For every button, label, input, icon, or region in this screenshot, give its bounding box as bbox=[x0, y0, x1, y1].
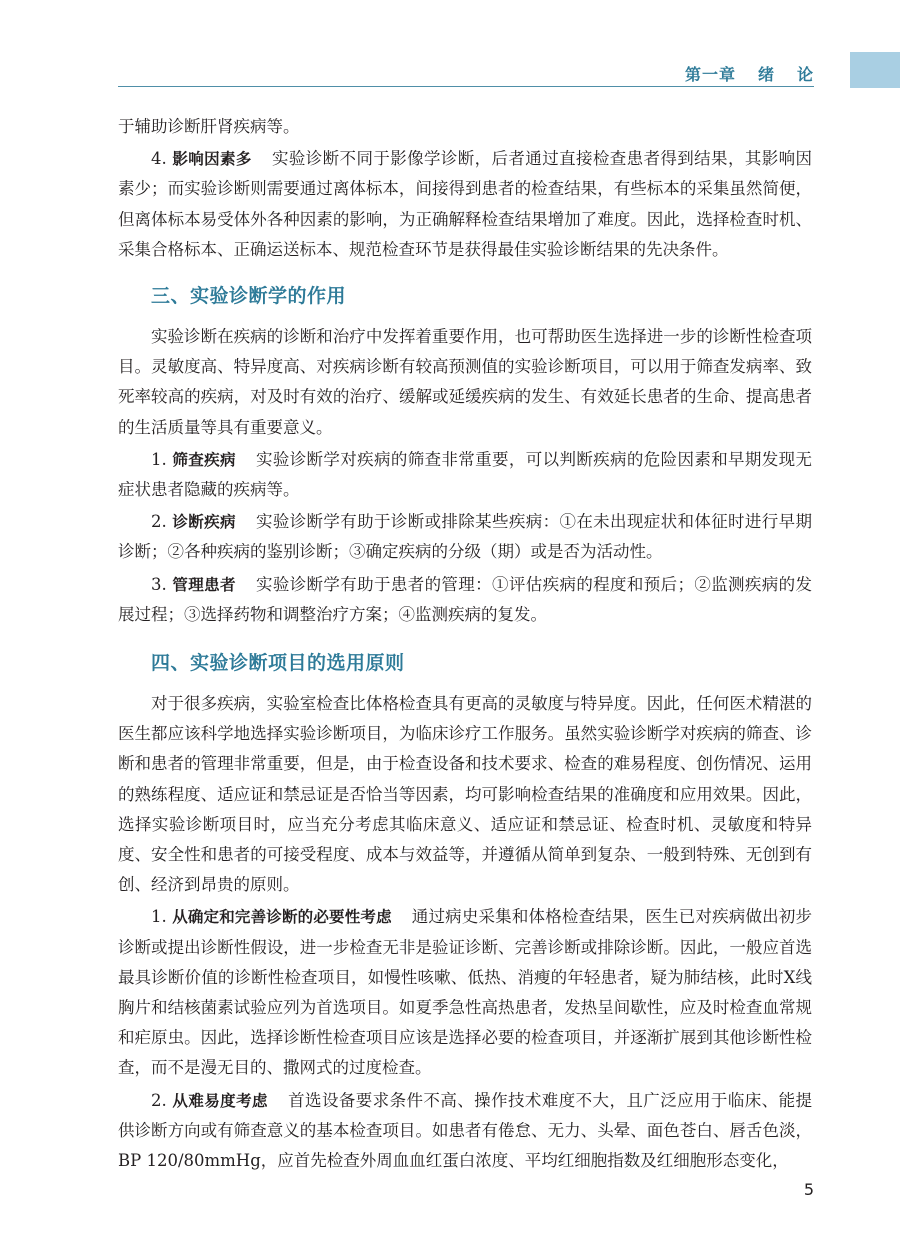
s3-item-3-text: 实验诊断学有助于患者的管理：①评估疾病的程度和预后；②监测疾病的发展过程；③选择药物和调整治疗方案；④监测疾病的复发。 bbox=[118, 574, 812, 624]
s4-item-2-text: 首选设备要求条件不高、操作技术难度不大，且广泛应用于临床、能提供诊断方向或有筛查意义的基本检查项目。如患者有倦怠、无力、头晕、面色苍白、唇舌色淡，BP 120/80mmHg，应首先检查外周血血红蛋白浓度、平均红细胞指数及红细胞形态变化， bbox=[118, 1090, 813, 1171]
s3-item-1-number: 1. bbox=[151, 449, 167, 469]
s3-item-1-paragraph bbox=[118, 445, 812, 505]
page-body bbox=[118, 112, 812, 1176]
header-rule bbox=[118, 86, 814, 87]
chapter-title-part1: 绪 bbox=[757, 65, 775, 84]
s3-item-1-text: 实验诊断学对疾病的筛查非常重要，可以判断疾病的危险因素和早期发现无症状患者隐藏的疾病等。 bbox=[118, 449, 812, 500]
item-4-paragraph bbox=[118, 144, 812, 265]
chapter-label: 第一章 bbox=[684, 65, 736, 84]
s3-item-3-paragraph bbox=[118, 570, 812, 630]
item-4-number: 4. bbox=[151, 149, 167, 169]
s3-item-2-paragraph bbox=[118, 507, 812, 567]
s4-item-1-paragraph bbox=[118, 902, 812, 1083]
chapter-title-part2: 论 bbox=[796, 65, 814, 84]
s4-item-2-paragraph bbox=[118, 1086, 812, 1177]
s4-item-1-text: 通过病史采集和体格检查结果，医生已对疾病做出初步诊断或提出诊断性假设，进一步检查无非是验证诊断、完善诊断或排除诊断。因此，一般应首选最具诊断价值的诊断性检查项目，如慢性咳嗽、低热、消瘦的年轻患者，疑为肺结核，此时X线胸片和结核菌素试验应列为首选项目。如夏季急性高热患者，发热呈间歇性，应及时检查血常规和疟原虫。因此，选择诊断性检查项目应该是选择必要的检查项目，并逐渐扩展到其他诊断性检查，而不是漫无目的、撒网式的过度检查。 bbox=[118, 907, 813, 1078]
s3-item-3-title: 管理患者 bbox=[172, 575, 236, 594]
page-number: 5 bbox=[803, 1180, 814, 1199]
s4-item-2-title: 从难易度考虑 bbox=[172, 1091, 268, 1110]
item-4-text: 实验诊断不同于影像学诊断，后者通过直接检查患者得到结果，其影响因素少；而实验诊断则需要通过离体标本，间接得到患者的检查结果，有些标本的采集虽然简便，但离体标本易受体外各种因素的影响，为正确解释检查结果增加了难度。因此，选择检查时机、采集合格标本、正确运送标本、规范检查环节是获得最佳实验诊断结果的先决条件。 bbox=[118, 149, 812, 259]
s4-item-1-title: 从确定和完善诊断的必要性考虑 bbox=[172, 908, 392, 927]
item-4-title: 影响因素多 bbox=[172, 150, 252, 169]
s3-item-2-text: 实验诊断学有助于诊断或排除某些疾病：①在未出现症状和体征时进行早期诊断；②各种疾病的鉴别诊断；③确定疾病的分级（期）或是否为活动性。 bbox=[118, 512, 812, 562]
s3-item-2-title: 诊断疾病 bbox=[172, 513, 236, 532]
s3-item-3-number: 3. bbox=[151, 574, 167, 594]
section-3-heading: 三、实验诊断学的作用 bbox=[151, 285, 347, 308]
section-3-intro: 实验诊断在疾病的诊断和治疗中发挥着重要作用，也可帮助医生选择进一步的诊断性检查项目。灵敏度高、特异度高、对疾病诊断有较高预测值的实验诊断项目，可以用于筛查发病率、致死率较高的疾病，对及时有效的治疗、缓解或延缓疾病的发生、有效延长患者的生命、提高患者的生活质量等具有重要意义。 bbox=[118, 327, 812, 437]
section-4-heading: 四、实验诊断项目的选用原则 bbox=[151, 652, 405, 675]
running-header bbox=[685, 62, 814, 85]
chapter-tab-marker bbox=[850, 52, 900, 88]
s3-item-2-number: 2. bbox=[151, 512, 167, 532]
s4-item-1-number: 1. bbox=[151, 907, 167, 927]
s3-item-1-title: 筛查疾病 bbox=[172, 450, 236, 469]
s4-item-2-number: 2. bbox=[151, 1090, 167, 1110]
section-4-intro: 对于很多疾病，实验室检查比体格检查具有更高的灵敏度与特异度。因此，任何医术精湛的医生都应该科学地选择实验诊断项目，为临床诊疗工作服务。虽然实验诊断学对疾病的筛查、诊断和患者的管理非常重要，但是，由于检查设备和技术要求、检查的难易程度、创伤情况、运用的熟练程度、适应证和禁忌证是否恰当等因素，均可影响检查结果的准确度和应用效果。因此，选择实验诊断项目时，应当充分考虑其临床意义、适应证和禁忌证、检查时机、灵敏度和特异度、安全性和患者的可接受程度、成本与效益等，并遵循从简单到复杂、一般到特殊、无创到有创、经济到昂贵的原则。 bbox=[118, 694, 812, 895]
continued-paragraph: 于辅助诊断肝肾疾病等。 bbox=[118, 117, 300, 136]
